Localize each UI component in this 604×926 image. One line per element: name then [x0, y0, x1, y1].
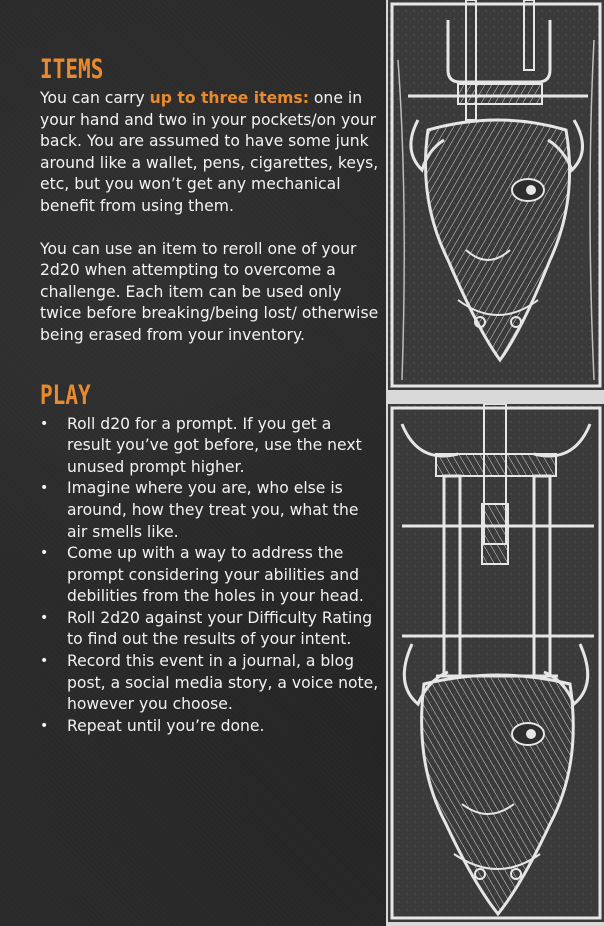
bullet-icon: •: [40, 609, 49, 626]
items-para1-highlight: up to three items:: [149, 89, 309, 107]
play-step-text: Imagine where you are, who else is around, how they treat you, what the air smells like.: [67, 479, 359, 541]
list-item: [40, 543, 380, 608]
items-paragraph-2: You can use an item to reroll one of your 2d20 when attempting to overcome a challenge. Each item can be used only twice before breaking/being lost/ otherwise being erased from your inventory.: [40, 239, 379, 344]
bull-woodcut-icon: [388, 404, 604, 922]
items-heading: ITEMS: [40, 54, 104, 85]
bullet-icon: •: [40, 653, 49, 670]
bull-woodcut-top-panel: [388, 0, 604, 390]
list-item: [40, 478, 380, 543]
bull-woodcut-bottom-panel: [388, 404, 604, 922]
list-item: [40, 716, 380, 738]
woodcut-artwork-column: [386, 0, 604, 926]
bull-woodcut-icon: [388, 0, 604, 390]
items-para1-before: You can carry: [40, 89, 150, 107]
list-item: [40, 608, 380, 651]
play-heading: PLAY: [40, 379, 91, 411]
play-step-text: Come up with a way to address the prompt considering your abilities and debilities from the holes in your head.: [67, 544, 364, 606]
play-step-text: Record this event in a journal, a blog post, a social media story, a voice note, however you choose.: [67, 652, 379, 714]
play-step-text: Roll d20 for a prompt. If you get a result you’ve got before, use the next unused prompt higher.: [67, 414, 362, 476]
items-paragraph-1: [40, 88, 380, 218]
bullet-icon: •: [40, 717, 49, 734]
bullet-icon: •: [40, 415, 49, 432]
bullet-icon: •: [40, 480, 49, 497]
play-step-text: Roll 2d20 against your Difficulty Rating to find out the results of your intent.: [67, 608, 373, 649]
list-item: [40, 414, 380, 479]
list-item: [40, 651, 380, 716]
items-para1-after: one in your hand and two in your pockets/on your back. You are assumed to have some junk around like a wallet, pens, cigarettes, keys, etc, but you won’t get any mechanical benefit from using them.: [40, 89, 379, 215]
play-step-text: Repeat until you’re done.: [67, 716, 265, 735]
bullet-icon: •: [40, 545, 49, 562]
rules-text-column: [40, 52, 380, 737]
play-steps-list: [40, 414, 380, 738]
